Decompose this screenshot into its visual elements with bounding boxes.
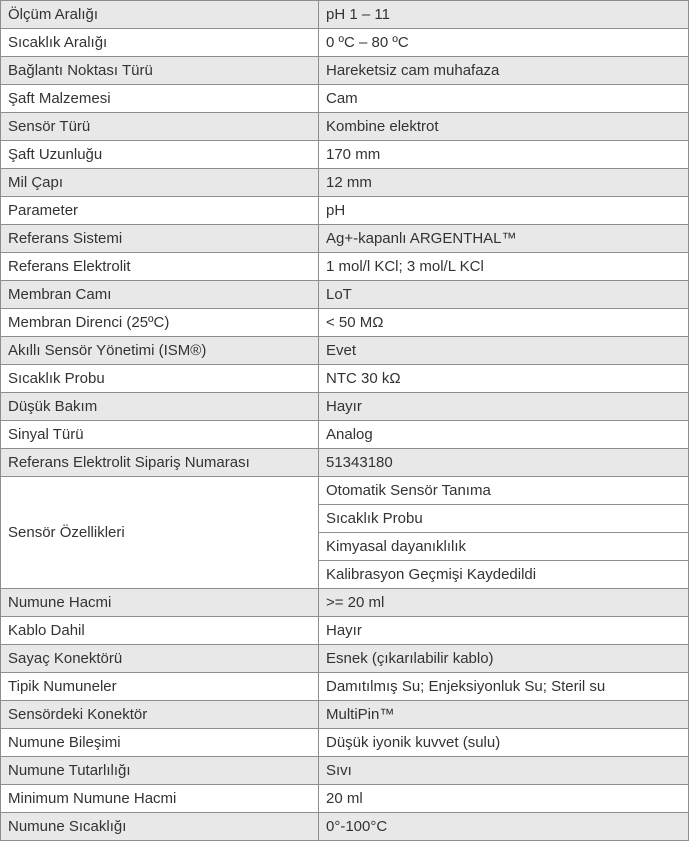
spec-label: Referans Sistemi <box>1 225 319 253</box>
spec-label: Sıcaklık Aralığı <box>1 29 319 57</box>
spec-label: Mil Çapı <box>1 169 319 197</box>
spec-label: Numune Sıcaklığı <box>1 813 319 841</box>
spec-label: Referans Elektrolit Sipariş Numarası <box>1 449 319 477</box>
spec-row <box>1 701 689 729</box>
spec-label: Akıllı Sensör Yönetimi (ISM®) <box>1 337 319 365</box>
spec-row <box>1 57 689 85</box>
spec-row <box>1 365 689 393</box>
spec-row <box>1 645 689 673</box>
spec-row <box>1 29 689 57</box>
spec-value: Esnek (çıkarılabilir kablo) <box>319 645 689 673</box>
spec-value: Ag+-kapanlı ARGENTHAL™ <box>319 225 689 253</box>
spec-row <box>1 253 689 281</box>
spec-value: NTC 30 kΩ <box>319 365 689 393</box>
spec-value: Hareketsiz cam muhafaza <box>319 57 689 85</box>
spec-row <box>1 757 689 785</box>
spec-label: Minimum Numune Hacmi <box>1 785 319 813</box>
spec-row <box>1 337 689 365</box>
spec-value: Cam <box>319 85 689 113</box>
spec-label: Şaft Uzunluğu <box>1 141 319 169</box>
spec-label: Düşük Bakım <box>1 393 319 421</box>
spec-label: Sensör Türü <box>1 113 319 141</box>
spec-label: Referans Elektrolit <box>1 253 319 281</box>
spec-value: 20 ml <box>319 785 689 813</box>
spec-value: Sıcaklık Probu <box>319 505 689 533</box>
spec-label: Kablo Dahil <box>1 617 319 645</box>
spec-row <box>1 1 689 29</box>
spec-value: Hayır <box>319 617 689 645</box>
spec-row <box>1 141 689 169</box>
spec-value: 0 ºC – 80 ºC <box>319 29 689 57</box>
spec-row <box>1 421 689 449</box>
spec-value: MultiPin™ <box>319 701 689 729</box>
spec-value: Evet <box>319 337 689 365</box>
spec-value: < 50 MΩ <box>319 309 689 337</box>
spec-value: LoT <box>319 281 689 309</box>
spec-label: Şaft Malzemesi <box>1 85 319 113</box>
spec-value: Düşük iyonik kuvvet (sulu) <box>319 729 689 757</box>
spec-value: 170 mm <box>319 141 689 169</box>
spec-row <box>1 477 689 505</box>
spec-label: Numune Hacmi <box>1 589 319 617</box>
spec-label: Sayaç Konektörü <box>1 645 319 673</box>
spec-row <box>1 813 689 841</box>
spec-value: 0°-100°C <box>319 813 689 841</box>
spec-value: >= 20 ml <box>319 589 689 617</box>
spec-value: Sıvı <box>319 757 689 785</box>
spec-row <box>1 673 689 701</box>
spec-row <box>1 197 689 225</box>
spec-value: pH <box>319 197 689 225</box>
spec-value: Kombine elektrot <box>319 113 689 141</box>
spec-row <box>1 449 689 477</box>
spec-row <box>1 589 689 617</box>
spec-label: Sensördeki Konektör <box>1 701 319 729</box>
spec-label: Tipik Numuneler <box>1 673 319 701</box>
spec-table-body <box>1 1 689 841</box>
spec-label: Sinyal Türü <box>1 421 319 449</box>
spec-value: pH 1 – 11 <box>319 1 689 29</box>
spec-row <box>1 617 689 645</box>
spec-value: Otomatik Sensör Tanıma <box>319 477 689 505</box>
spec-row <box>1 729 689 757</box>
spec-row <box>1 113 689 141</box>
spec-row <box>1 169 689 197</box>
spec-row <box>1 785 689 813</box>
spec-label: Sıcaklık Probu <box>1 365 319 393</box>
spec-label: Ölçüm Aralığı <box>1 1 319 29</box>
spec-label: Numune Tutarlılığı <box>1 757 319 785</box>
spec-value: Hayır <box>319 393 689 421</box>
spec-label: Bağlantı Noktası Türü <box>1 57 319 85</box>
spec-label: Membran Direnci (25ºC) <box>1 309 319 337</box>
spec-label: Numune Bileşimi <box>1 729 319 757</box>
spec-label: Membran Camı <box>1 281 319 309</box>
spec-value: Damıtılmış Su; Enjeksiyonluk Su; Steril su <box>319 673 689 701</box>
spec-row <box>1 393 689 421</box>
spec-value: 51343180 <box>319 449 689 477</box>
spec-row <box>1 225 689 253</box>
spec-value: 12 mm <box>319 169 689 197</box>
spec-row <box>1 281 689 309</box>
spec-value: Analog <box>319 421 689 449</box>
spec-value: Kalibrasyon Geçmişi Kaydedildi <box>319 561 689 589</box>
spec-label: Sensör Özellikleri <box>1 477 319 589</box>
spec-value: Kimyasal dayanıklılık <box>319 533 689 561</box>
spec-value: 1 mol/l KCl; 3 mol/L KCl <box>319 253 689 281</box>
spec-label: Parameter <box>1 197 319 225</box>
spec-row <box>1 309 689 337</box>
spec-row <box>1 85 689 113</box>
